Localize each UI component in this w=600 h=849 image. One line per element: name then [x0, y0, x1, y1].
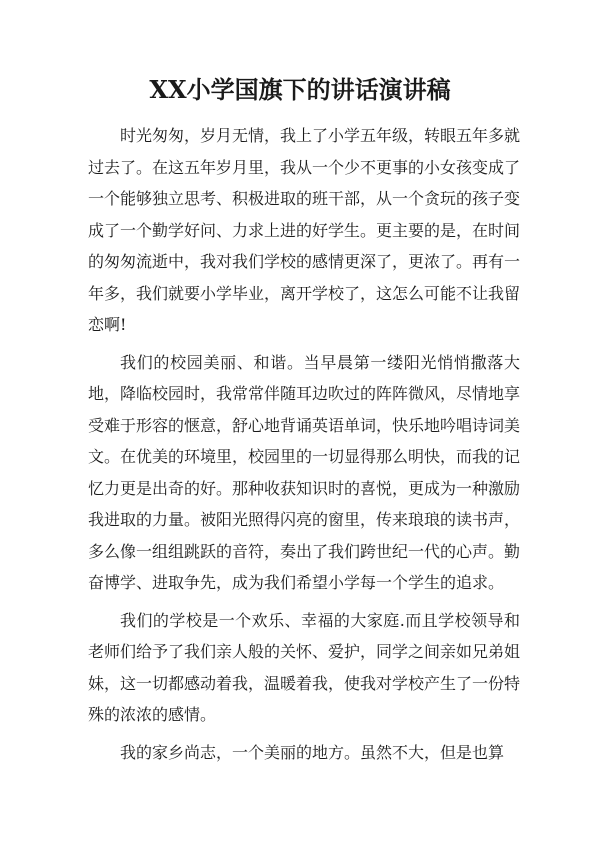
paragraph: 我们的校园美丽、和谐。当早晨第一缕阳光悄悄撒落大地，降临校园时，我常常伴随耳边吹过的阵阵微风，尽情地享受难于形容的惬意，舒心地背诵英语单词，快乐地吟唱诗词美文。在优美的环境里，校园里的一切显得那么明快，而我的记忆力更是出奇的好。那种收获知识时的喜悦，更成为一种激励我进取的力量。被阳光照得闪亮的窗里，传来琅琅的读书声，多么像一组组跳跃的音符，奏出了我们跨世纪一代的心声。勤奋博学、进取争先，成为我们希望小学每一个学生的追求。	[88, 352, 521, 592]
document-body	[88, 120, 520, 774]
paragraph: 时光匆匆，岁月无情，我上了小学五年级，转眼五年多就过去了。在这五年岁月里，我从一个少不更事的小女孩变成了一个能够独立思考、积极进取的班干部，从一个贪玩的孩子变成了一个勤学好问、力求上进的好学生。更主要的是，在时间的匆匆流逝中，我对我们学校的感情更深了，更浓了。再有一年多，我们就要小学毕业，离开学校了，这怎么可能不让我留恋啊!	[88, 126, 521, 334]
paragraph: 我们的学校是一个欢乐、幸福的大家庭.而且学校领导和老师们给予了我们亲人般的关怀、爱护，同学之间亲如兄弟姐妹，这一切都感动着我，温暖着我，使我对学校产生了一份特殊的浓浓的感情。	[88, 610, 521, 724]
paragraph: 我的家乡尚志，一个美丽的地方。虽然不大，但是也算	[120, 742, 505, 762]
document-title: XX小学国旗下的讲话演讲稿	[149, 75, 451, 104]
